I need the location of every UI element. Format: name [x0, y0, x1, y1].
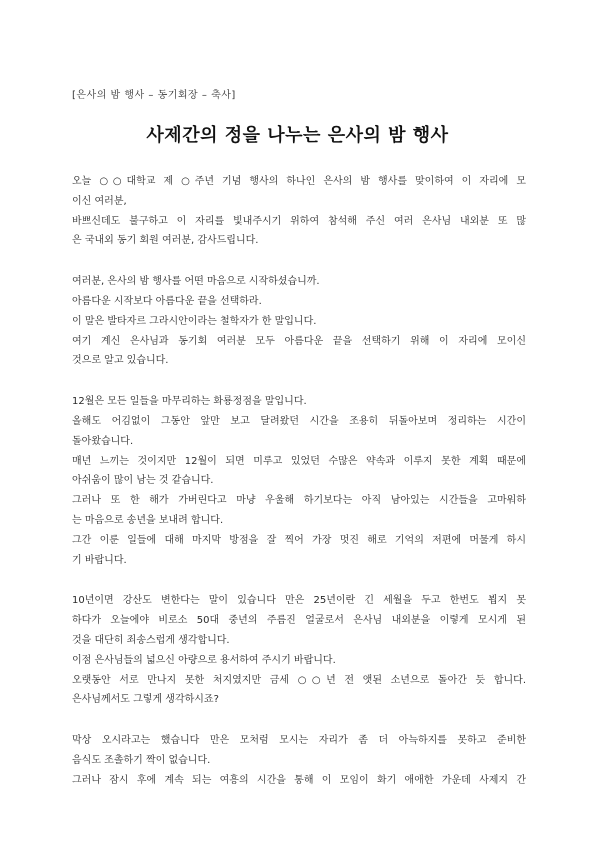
text-line: 오늘 ○○대학교 제 ○주년 기념 행사의 하나인 은사의 밤 행사를 맞이하여 이 자리에 모 [72, 176, 526, 187]
text-line: 바쁘신데도 불구하고 이 자리를 빛내주시기 위하여 참석해 주신 여러 은사님 내외분 또 많 [72, 215, 526, 227]
text-line: 음식도 조촐하기 짝이 없습니다. [72, 754, 211, 766]
text-line: 은 국내외 동기 회원 여러분, 감사드립니다. [72, 235, 259, 247]
text-line: 아쉬움이 많이 남는 것 같습니다. [72, 475, 214, 487]
text-line: 올해도 어김없이 그동안 앞만 보고 달려왔던 시간을 조용히 뒤돌아보며 정리하는 시간이 [72, 415, 526, 427]
document-body [72, 172, 526, 812]
text-line: 이점 은사님들의 넓으신 아량으로 용서하여 주시기 바랍니다. [72, 654, 336, 666]
text-line: 12월은 모든 일들을 마무리하는 화룡정점을 말입니다. [72, 396, 307, 408]
header-tag: [은사의 밤 행사 – 동기회장 – 축사] [72, 90, 236, 101]
paragraph-3 [72, 392, 526, 570]
paragraph-4 [72, 591, 526, 710]
page-title: 사제간의 정을 나누는 은사의 밤 행사 [146, 125, 449, 146]
paragraph-5 [72, 731, 526, 790]
text-line: 10년이면 강산도 변한다는 말이 있습니다 만은 25년이란 긴 세월을 두고 한번도 뵙지 못 [72, 595, 526, 607]
text-line: 이신 여러분, [72, 195, 127, 207]
text-line: 이 말은 발타자르 그라시안이라는 철학자가 한 말입니다. [72, 315, 317, 327]
text-line: 막상 오시라고는 했습니다 만은 모처럼 모시는 자리가 좀 더 아늑하지를 못하고 준비한 [72, 735, 526, 747]
text-line: 것으로 알고 있습니다. [72, 355, 169, 367]
text-line: 오랫동안 서로 만나지 못한 처지였지만 금세 ○○년 전 앳된 소년으로 돌아간 듯 합니다. [72, 674, 526, 686]
paragraph-1 [72, 172, 526, 251]
paragraph-2 [72, 272, 526, 371]
text-line: 기 바랍니다. [72, 554, 127, 566]
text-line: 돌아왔습니다. [72, 435, 134, 447]
text-line: 여러분, 은사의 밤 행사를 어떤 마음으로 시작하셨습니까. [72, 276, 320, 288]
text-line: 하다가 오늘에야 비로소 50대 중년의 주름진 얼굴로서 은사님 내외분을 이렇게 모시게 된 [72, 615, 526, 627]
text-line: 그러나 또 한 해가 가버린다고 마냥 우울해 하기보다는 아직 남아있는 시간들을 고마워하 [72, 495, 526, 507]
text-line: 아름다운 시작보다 아름다운 끝을 선택하라. [72, 295, 262, 307]
text-line: 여기 계신 은사님과 동기회 여러분 모두 아름다운 끝을 선택하기 위해 이 자리에 모이신 [72, 335, 526, 347]
text-line: 그간 이룬 일들에 대해 마지막 방점을 잘 찍어 가장 멋진 해로 기억의 저편에 머물게 하시 [72, 534, 526, 546]
text-line: 는 마음으로 송년을 보내려 합니다. [72, 514, 224, 526]
text-line: 매년 느끼는 것이지만 12월이 되면 미루고 있었던 수많은 약속과 이루지 못한 계획 때문에 [72, 455, 526, 467]
text-line: 그러나 잠시 후에 계속 되는 여흥의 시간을 통해 이 모임이 화기 애애한 가운데 사제지 간 [72, 774, 526, 786]
text-line: 은사님께서도 그렇게 생각하시죠? [72, 694, 219, 706]
text-line: 것을 대단히 죄송스럽게 생각합니다. [72, 634, 230, 646]
